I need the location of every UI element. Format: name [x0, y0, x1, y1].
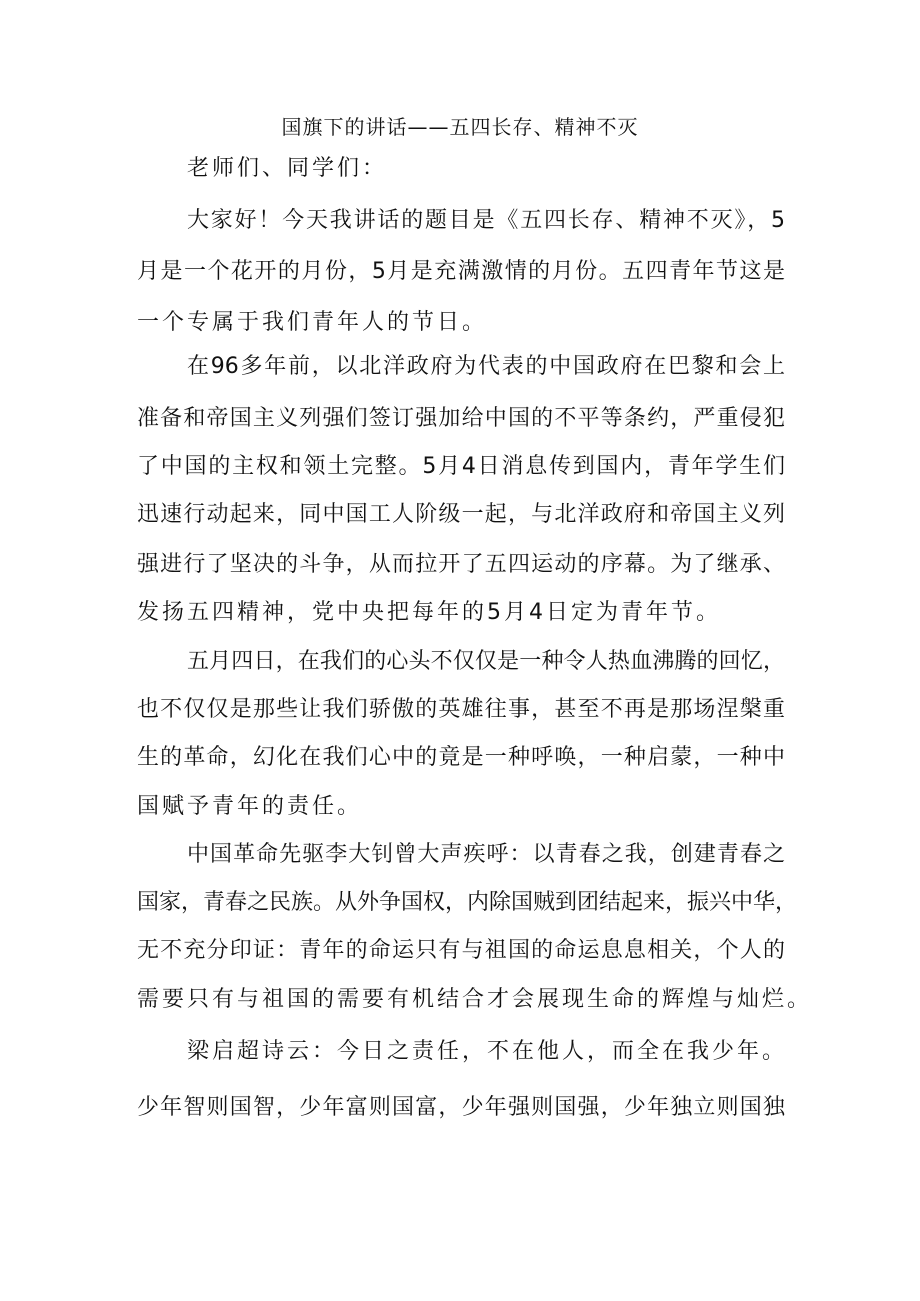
paragraph-line: 少年智则国智，少年富则国富，少年强则国强，少年独立则国独 — [137, 1095, 785, 1120]
paragraph-line: 在96多年前，以北洋政府为代表的中国政府在巴黎和会上 — [187, 354, 785, 379]
paragraph-line: 需要只有与祖国的需要有机结合才会展现生命的辉煌与灿烂。 — [137, 987, 813, 1012]
paragraph-line: 发扬五四精神，党中央把每年的5月4日定为青年节。 — [137, 600, 721, 625]
paragraph-line: 一个专属于我们青年人的节日。 — [137, 310, 488, 335]
paragraph-line: 月是一个花开的月份，5月是充满激情的月份。五四青年节这是 — [137, 259, 785, 284]
paragraph-line: 了中国的主权和领土完整。5月4日消息传到国内，青年学生们 — [137, 454, 785, 479]
paragraph-line: 强进行了坚决的斗争，从而拉开了五四运动的序幕。为了继承、 — [137, 552, 785, 577]
paragraph-line: 国赋予青年的责任。 — [137, 794, 363, 819]
salutation: 老师们、同学们： — [187, 156, 388, 181]
document-title: 国旗下的讲话——五四长存、精神不灭 — [281, 115, 639, 139]
paragraph-line: 大家好！今天我讲话的题目是《五四长存、精神不灭》，5 — [187, 208, 785, 233]
paragraph-line: 生的革命，幻化在我们心中的竟是一种呼唤，一种启蒙，一种中 — [137, 745, 785, 770]
paragraph-line: 五月四日，在我们的心头不仅仅是一种令人热血沸腾的回忆， — [187, 649, 785, 674]
paragraph-line: 迅速行动起来，同中国工人阶级一起，与北洋政府和帝国主义列 — [137, 502, 785, 527]
paragraph-line: 国家，青春之民族。从外争国权，内除国贼到团结起来，振兴中华， — [137, 890, 798, 915]
paragraph-line: 无不充分印证：青年的命运只有与祖国的命运息息相关，个人的 — [137, 938, 785, 963]
paragraph-line: 也不仅仅是那些让我们骄傲的英雄往事，甚至不再是那场涅槃重 — [137, 697, 785, 722]
paragraph-line: 梁启超诗云：今日之责任，不在他人，而全在我少年。 — [187, 1039, 788, 1064]
paragraph-line: 中国革命先驱李大钊曾大声疾呼：以青春之我，创建青春之 — [187, 842, 785, 867]
paragraph-line: 准备和帝国主义列强们签订强加给中国的不平等条约，严重侵犯 — [137, 406, 785, 431]
